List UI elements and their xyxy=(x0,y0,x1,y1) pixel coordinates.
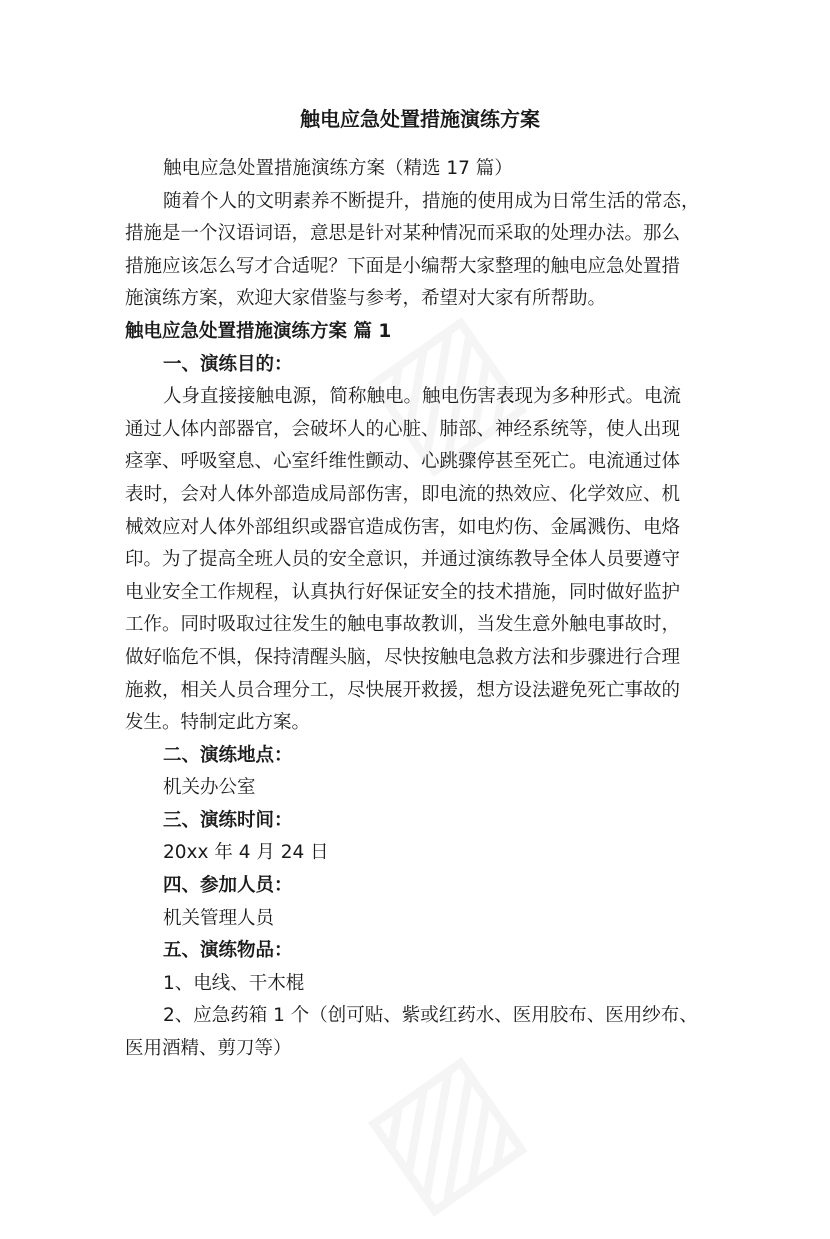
section-heading: 四、参加人员： xyxy=(163,875,293,897)
text-line: 施救，相关人员合理分工，尽快展开救援，想方设法避免死亡事故的 xyxy=(125,679,681,701)
document-body xyxy=(125,153,715,1066)
text-line: 措施是一个汉语词语，意思是针对某种情况而采取的处理办法。那么 xyxy=(125,223,681,245)
text-line: 械效应对人体外部组织或器官造成伤害，如电灼伤、金属溅伤、电烙 xyxy=(125,516,681,538)
text-line: 1、电线、干木棍 xyxy=(163,972,305,994)
text-line: 施演练方案，欢迎大家借鉴与参考，希望对大家有所帮助。 xyxy=(125,288,607,310)
section-heading: 三、演练时间： xyxy=(163,809,293,831)
document-page xyxy=(125,100,715,1066)
text-line: 触电应急处置措施演练方案（精选 17 篇） xyxy=(163,158,513,179)
text-line: 医用酒精、剪刀等） xyxy=(125,1038,292,1060)
text-line: 措施应该怎么写才合适呢？下面是小编帮大家整理的触电应急处置措 xyxy=(125,255,681,277)
section-heading: 二、演练地点： xyxy=(163,744,293,766)
text-line: 做好临危不惧，保持清醒头脑，尽快按触电急救方法和步骤进行合理 xyxy=(125,646,681,668)
text-line: 2、应急药箱 1 个（创可贴、紫或红药水、医用胶布、医用纱布、 xyxy=(163,1005,698,1027)
text-line: 发生。特制定此方案。 xyxy=(125,712,311,734)
text-line: 电业安全工作规程，认真执行好保证安全的技术措施，同时做好监护 xyxy=(125,581,681,603)
text-line: 机关管理人员 xyxy=(163,907,275,929)
text-line: 机关办公室 xyxy=(163,777,256,799)
text-line: 痉挛、呼吸窒息、心室纤维性颤动、心跳骤停甚至死亡。电流通过体 xyxy=(125,451,681,473)
text-line: 印。为了提高全班人员的安全意识，并通过演练教导全体人员要遵守 xyxy=(125,549,681,571)
section-heading: 触电应急处置措施演练方案 篇 1 xyxy=(125,320,392,342)
text-line: 通过人体内部器官，会破坏人的心脏、肺部、神经系统等，使人出现 xyxy=(125,418,681,440)
text-line: 随着个人的文明素养不断提升，措施的使用成为日常生活的常态， xyxy=(163,190,700,212)
text-line: 工作。同时吸取过往发生的触电事故教训，当发生意外触电事故时， xyxy=(125,614,681,636)
text-line: 表时，会对人体外部造成局部伤害，即电流的热效应、化学效应、机 xyxy=(125,483,681,505)
document-title: 触电应急处置措施演练方案 xyxy=(300,107,540,131)
text-line: 20xx 年 4 月 24 日 xyxy=(163,842,329,864)
section-heading: 五、演练物品： xyxy=(163,940,293,962)
section-heading: 一、演练目的： xyxy=(163,353,293,375)
text-line: 人身直接接触电源，简称触电。触电伤害表现为多种形式。电流 xyxy=(163,386,682,408)
